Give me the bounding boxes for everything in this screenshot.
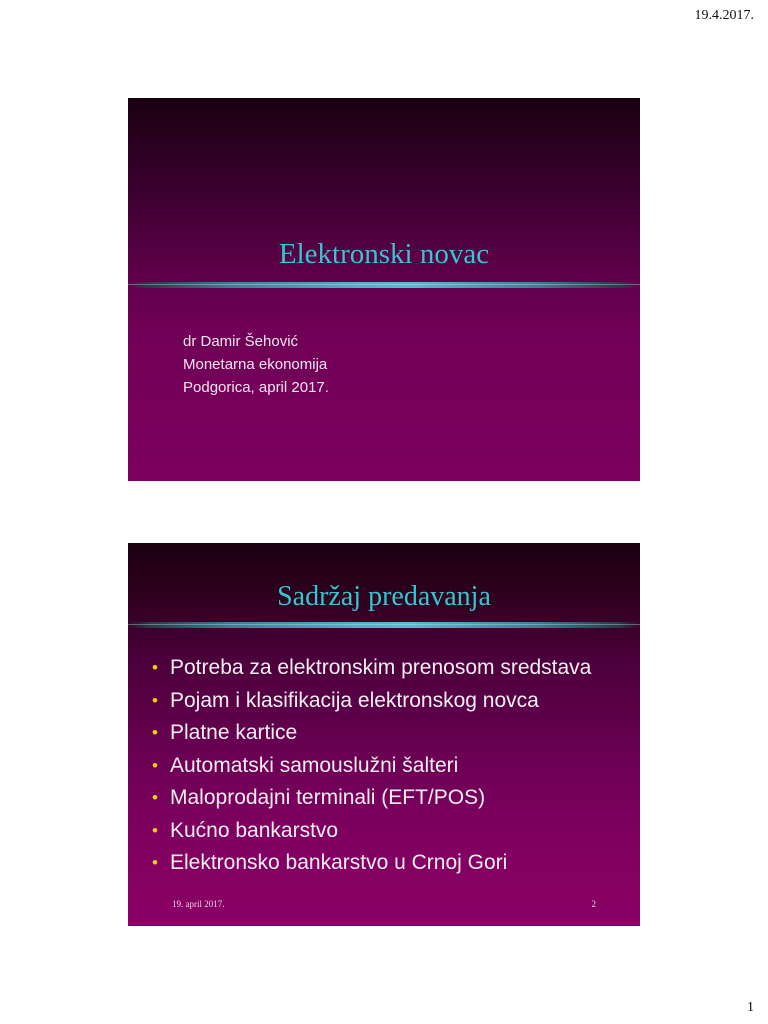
bullet-icon: • [152, 853, 158, 872]
bullet-icon: • [152, 723, 158, 742]
place-date: Podgorica, april 2017. [183, 379, 329, 396]
author-name: dr Damir Šehović [183, 333, 299, 350]
slide-contents [128, 543, 640, 926]
list-item: • Platne kartice [150, 717, 591, 750]
list-item: • Automatski samouslužni šalteri [150, 750, 591, 783]
list-item: • Elektronsko bankarstvo u Crnoj Gori [150, 847, 591, 880]
title-divider [128, 622, 640, 628]
bullet-icon: • [152, 755, 158, 775]
slide-title: Sadržaj predavanja [277, 581, 491, 612]
list-item: • Potreba za elektronskim prenosom sredstava [150, 652, 591, 685]
topic-list [150, 652, 591, 880]
list-item: • Kućno bankarstvo [150, 815, 591, 848]
bullet-icon: • [152, 820, 158, 840]
slide-title: Elektronski novac [278, 238, 490, 270]
page-date: 19.4.2017. [694, 8, 754, 23]
bullet-icon: • [152, 788, 158, 807]
title-divider [128, 282, 640, 288]
slide-title-page [128, 98, 640, 481]
page-number: 1 [747, 1000, 754, 1015]
author-block [183, 330, 329, 399]
bullet-icon: • [152, 690, 158, 710]
list-item: • Pojam i klasifikacija elektronskog novca [150, 685, 591, 718]
slide-footer-date: 19. april 2017. [172, 899, 225, 909]
course-name: Monetarna ekonomija [183, 356, 328, 373]
bullet-icon: • [152, 658, 158, 677]
slide-footer-number: 2 [591, 899, 596, 909]
list-item: • Maloprodajni terminali (EFT/POS) [150, 782, 591, 815]
